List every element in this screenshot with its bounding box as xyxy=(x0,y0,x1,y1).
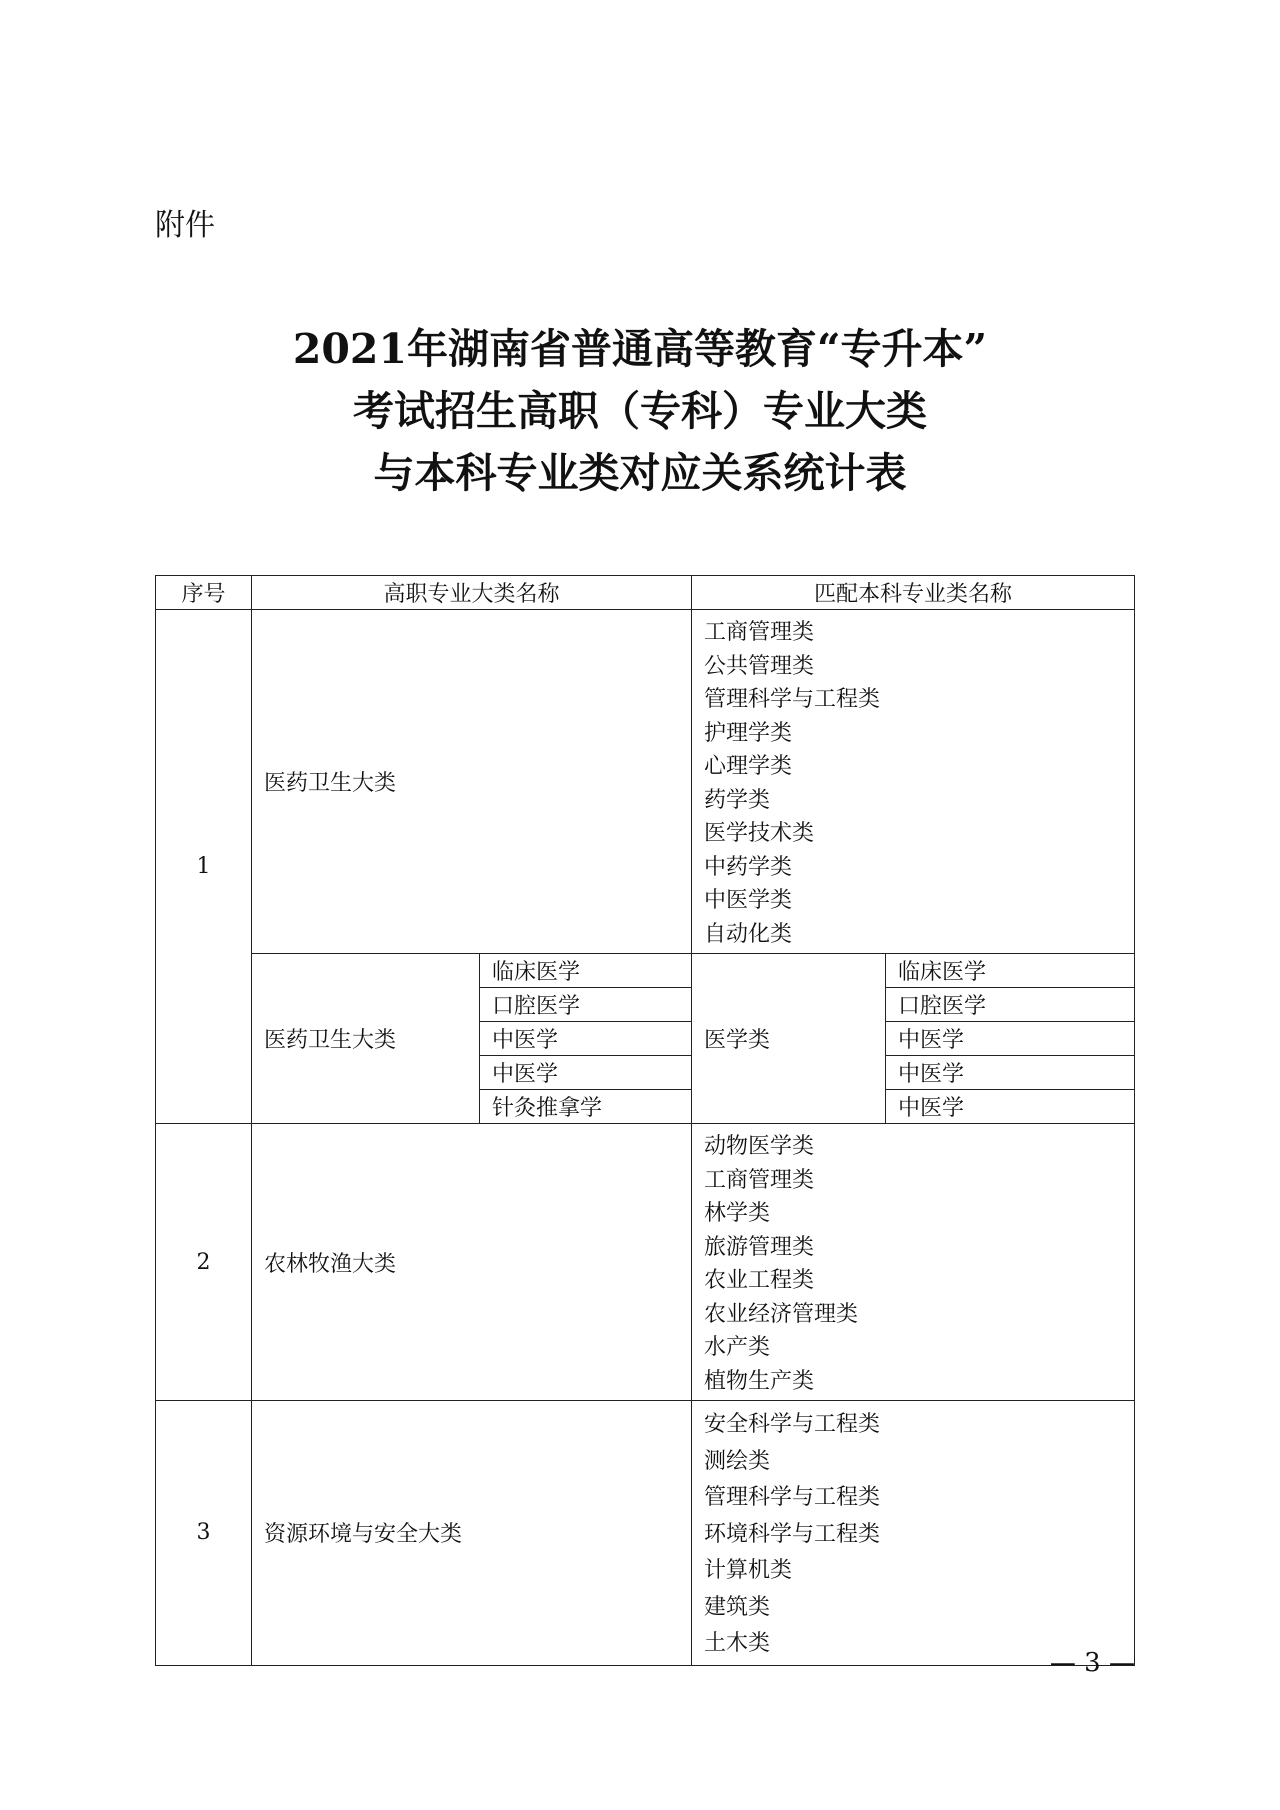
table-row xyxy=(156,1124,1135,1401)
title-line-3: 与本科专业类对应关系统计表 xyxy=(373,449,907,497)
list-item: 安全科学与工程类 xyxy=(704,1412,881,1437)
undergrad-major: 中医学 xyxy=(886,1090,1135,1124)
list-item: 农业工程类 xyxy=(704,1268,815,1293)
undergrad-major: 口腔医学 xyxy=(886,988,1135,1022)
vocational-category: 医药卫生大类 xyxy=(252,954,480,1124)
list-item: 医学技术类 xyxy=(704,821,815,846)
vocational-category: 医药卫生大类 xyxy=(252,610,692,954)
list-item: 旅游管理类 xyxy=(704,1234,815,1260)
list-item: 护理学类 xyxy=(704,720,793,746)
document-title xyxy=(0,318,1280,504)
list-item: 工商管理类 xyxy=(704,620,815,645)
table-subrow xyxy=(156,954,1135,988)
list-item: 植物生产类 xyxy=(704,1368,815,1394)
list-item: 水产类 xyxy=(704,1335,771,1360)
vocational-major: 中医学 xyxy=(480,1022,692,1056)
undergrad-category-list xyxy=(692,1401,1135,1666)
undergrad-category: 医学类 xyxy=(692,954,886,1124)
vocational-major: 临床医学 xyxy=(480,954,692,988)
undergrad-category-list xyxy=(692,610,1135,954)
vocational-major: 口腔医学 xyxy=(480,988,692,1022)
list-item: 心理学类 xyxy=(704,754,793,779)
table-row xyxy=(156,610,1135,954)
undergrad-category-list xyxy=(692,1124,1135,1401)
list-item: 管理科学与工程类 xyxy=(704,687,881,712)
title-line-1: 2021年湖南省普通高等教育“专升本” xyxy=(292,325,988,373)
list-item: 环境科学与工程类 xyxy=(704,1521,881,1547)
list-item: 建筑类 xyxy=(704,1594,771,1620)
list-item: 公共管理类 xyxy=(704,653,815,679)
list-item: 中医学类 xyxy=(704,888,793,913)
list-item: 管理科学与工程类 xyxy=(704,1485,881,1510)
list-item: 土木类 xyxy=(704,1631,771,1656)
list-item: 计算机类 xyxy=(704,1558,793,1583)
vocational-category: 资源环境与安全大类 xyxy=(252,1401,692,1666)
header-undergrad-category: 匹配本科专业类名称 xyxy=(692,576,1135,610)
header-index: 序号 xyxy=(156,576,252,610)
attachment-label: 附件 xyxy=(155,208,215,243)
title-line-2: 考试招生高职（专科）专业大类 xyxy=(353,387,927,435)
row-index: 2 xyxy=(156,1124,252,1401)
list-item: 测绘类 xyxy=(704,1448,771,1474)
list-item: 自动化类 xyxy=(704,921,793,947)
undergrad-major: 中医学 xyxy=(886,1022,1135,1056)
header-vocational-category: 高职专业大类名称 xyxy=(252,576,692,610)
vocational-category: 农林牧渔大类 xyxy=(252,1124,692,1401)
vocational-major: 针灸推拿学 xyxy=(480,1090,692,1124)
vocational-major: 中医学 xyxy=(480,1056,692,1090)
list-item: 中药学类 xyxy=(704,854,793,880)
list-item: 林学类 xyxy=(704,1201,771,1226)
list-item: 工商管理类 xyxy=(704,1167,815,1193)
list-item: 动物医学类 xyxy=(704,1134,815,1159)
mapping-table xyxy=(155,575,1135,1666)
table-row xyxy=(156,1401,1135,1666)
page-number: — 3 — xyxy=(1049,1648,1135,1678)
undergrad-major: 中医学 xyxy=(886,1056,1135,1090)
list-item: 药学类 xyxy=(704,787,771,813)
undergrad-major: 临床医学 xyxy=(886,954,1135,988)
row-index: 3 xyxy=(156,1401,252,1666)
table-header-row xyxy=(156,576,1135,610)
row-index: 1 xyxy=(156,610,252,1124)
list-item: 农业经济管理类 xyxy=(704,1301,859,1327)
